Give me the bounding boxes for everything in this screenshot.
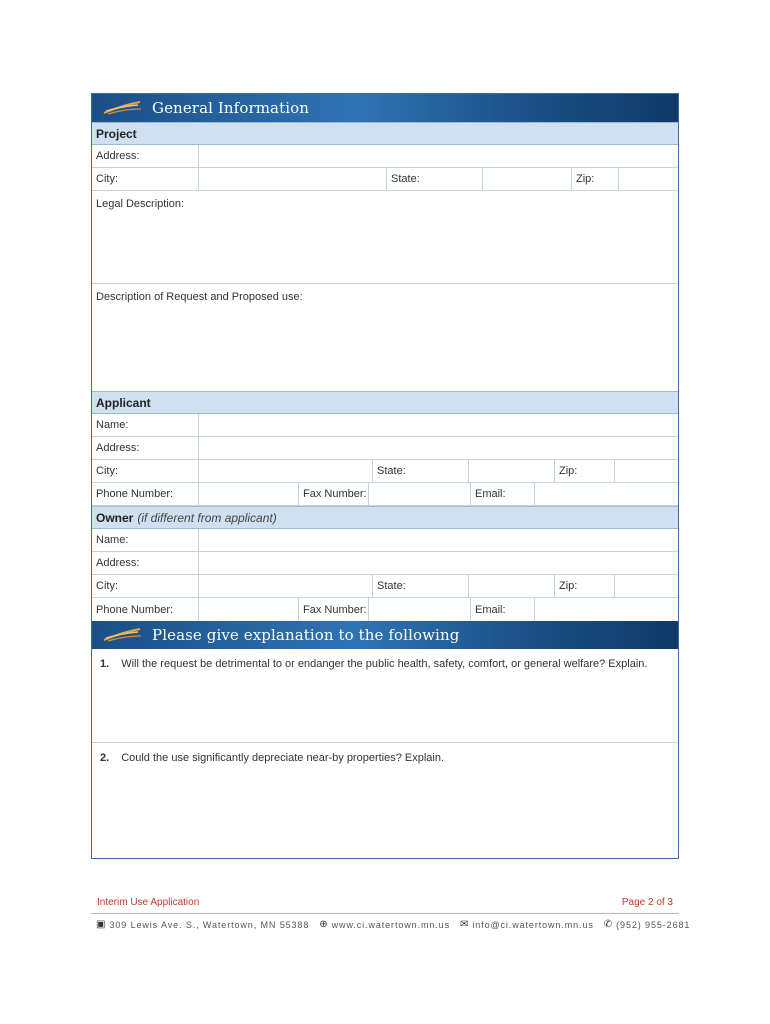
project-zip-field[interactable] — [619, 168, 678, 190]
owner-city-field[interactable] — [199, 575, 373, 597]
owner-phone-field[interactable] — [199, 598, 299, 621]
owner-zip-field[interactable] — [615, 575, 678, 597]
zip-label: Zip: — [555, 575, 615, 597]
footer-email[interactable]: info@ci.watertown.mn.us — [472, 919, 594, 930]
owner-address-field[interactable] — [199, 552, 678, 574]
explanation-banner — [92, 621, 678, 649]
owner-header-note: (if different from applicant) — [137, 510, 277, 525]
name-label: Name: — [92, 414, 199, 436]
zip-label: Zip: — [555, 460, 615, 482]
owner-header-label: Owner — [96, 510, 134, 525]
applicant-name-row — [92, 414, 678, 437]
city-label: City: — [92, 168, 199, 190]
applicant-address-field[interactable] — [199, 437, 678, 459]
footer-address-item — [96, 919, 309, 930]
legal-description-field[interactable] — [92, 191, 678, 284]
address-label: Address: — [92, 552, 199, 574]
project-address-field[interactable] — [199, 145, 678, 167]
phone-label: Phone Number: — [92, 598, 199, 621]
fax-label: Fax Number: — [299, 598, 369, 621]
applicant-city-row — [92, 460, 678, 483]
applicant-city-field[interactable] — [199, 460, 373, 482]
application-form — [91, 93, 679, 859]
fax-label: Fax Number: — [299, 483, 369, 505]
city-label: City: — [92, 575, 199, 597]
owner-email-field[interactable] — [535, 598, 678, 621]
state-label: State: — [387, 168, 483, 190]
owner-name-field[interactable] — [199, 529, 678, 551]
applicant-email-field[interactable] — [535, 483, 678, 505]
project-state-field[interactable] — [483, 168, 572, 190]
banner-title: General Information — [152, 99, 309, 117]
globe-icon: ⊕ — [319, 919, 328, 930]
project-section-header: Project — [92, 122, 678, 145]
question-2-field[interactable] — [92, 743, 678, 848]
owner-name-row — [92, 529, 678, 552]
email-label: Email: — [471, 483, 535, 505]
footer-title-bar — [91, 897, 679, 914]
general-information-banner — [92, 94, 678, 122]
applicant-phone-field[interactable] — [199, 483, 299, 505]
project-address-row — [92, 145, 678, 168]
owner-address-row — [92, 552, 678, 575]
owner-fax-field[interactable] — [369, 598, 471, 621]
applicant-section-header: Applicant — [92, 391, 678, 414]
address-label: Address: — [92, 437, 199, 459]
footer-website[interactable]: www.ci.watertown.mn.us — [331, 919, 450, 930]
envelope-icon: ✉ — [459, 919, 469, 930]
footer-doc-title: Interim Use Application — [97, 897, 200, 908]
question-1-field[interactable] — [92, 649, 678, 743]
applicant-zip-field[interactable] — [615, 460, 678, 482]
question-1-text: Will the request be detrimental to or endanger the public health, safety, comfort, or general welfare? Explain. — [121, 658, 648, 670]
owner-section-header — [92, 506, 678, 529]
footer-phone: (952) 955-2681 — [616, 919, 691, 930]
applicant-address-row — [92, 437, 678, 460]
owner-state-field[interactable] — [469, 575, 555, 597]
project-city-row — [92, 168, 678, 191]
footer-address: 309 Lewis Ave. S., Watertown, MN 55388 — [109, 919, 310, 930]
legal-description-label: Legal Description: — [96, 198, 185, 210]
phone-icon: ✆ — [603, 919, 613, 930]
question-2-text: Could the use significantly depreciate near-by properties? Explain. — [121, 752, 445, 764]
question-1-number: 1. — [100, 658, 110, 670]
state-label: State: — [373, 575, 469, 597]
city-label: City: — [92, 460, 199, 482]
footer-phone-item — [604, 919, 691, 930]
request-description-label: Description of Request and Proposed use: — [96, 291, 303, 303]
applicant-phone-row — [92, 483, 678, 506]
zip-label: Zip: — [572, 168, 619, 190]
phone-label: Phone Number: — [92, 483, 199, 505]
applicant-name-field[interactable] — [199, 414, 678, 436]
state-label: State: — [373, 460, 469, 482]
banner-title: Please give explanation to the following — [152, 626, 460, 644]
question-2-number: 2. — [100, 752, 110, 764]
address-label: Address: — [92, 145, 199, 167]
name-label: Name: — [92, 529, 199, 551]
footer-email-item[interactable] — [460, 919, 594, 930]
applicant-state-field[interactable] — [469, 460, 555, 482]
applicant-fax-field[interactable] — [369, 483, 471, 505]
footer-website-item[interactable] — [319, 919, 450, 930]
owner-phone-row — [92, 598, 678, 621]
footer-page-number: Page 2 of 3 — [621, 897, 673, 908]
project-city-field[interactable] — [199, 168, 387, 190]
brand-swoosh-icon — [102, 627, 142, 643]
request-description-field[interactable] — [92, 284, 678, 391]
email-label: Email: — [471, 598, 535, 621]
footer-contact-bar — [96, 919, 691, 930]
brand-swoosh-icon — [102, 100, 142, 116]
owner-city-row — [92, 575, 678, 598]
building-icon: ▣ — [96, 919, 106, 930]
